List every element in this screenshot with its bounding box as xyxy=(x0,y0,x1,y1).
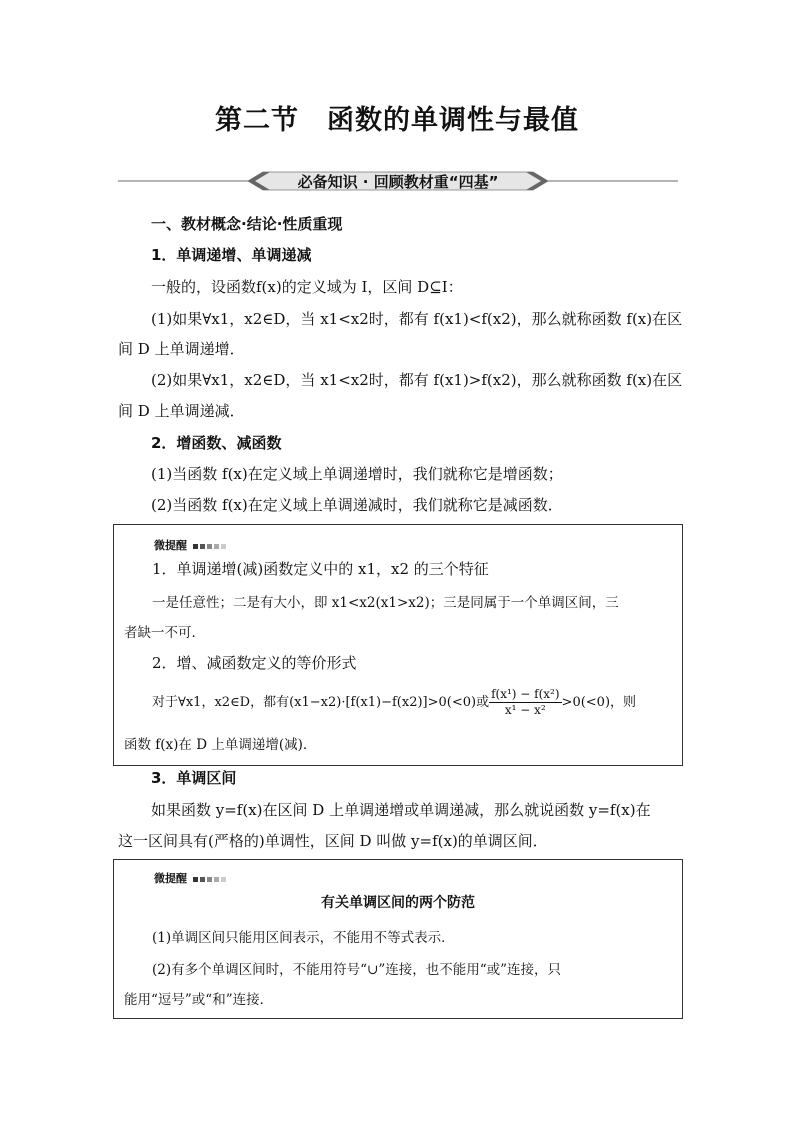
tip-box-2-title: 有关单调区间的两个防范 xyxy=(321,895,475,911)
formula-prefix: 对于∀x1，x2∈D，都有(x1−x2)·[f(x1)−f(x2)]>0(<0)或 xyxy=(152,695,490,710)
banner-text: 必备知识 · 回顾教材重“四基” xyxy=(297,173,499,191)
tip-box-2-point-2: (2)有多个单调区间时，不能用符号“∪”连接，也不能用“或”连接，只 xyxy=(152,962,562,978)
tip-box-1 xyxy=(113,524,683,766)
tip1-heading: 1．单调递增(减)函数定义中的 x1，x2 的三个特征 xyxy=(152,560,489,578)
tip-box-2-point-2-cont: 能用“逗号”或“和”连接． xyxy=(124,992,274,1008)
paragraph-domain: 一般的，设函数f(x)的定义域为 I，区间 D⊆I： xyxy=(151,278,463,296)
tip-label-2 xyxy=(154,870,226,886)
section-heading: 一、教材概念·结论·性质重现 xyxy=(151,215,343,233)
fraction-numerator: f(x¹) − f(x²) xyxy=(491,687,560,701)
paragraph-decreasing-cont: 间 D 上单调递减． xyxy=(118,402,245,420)
tip-box-2-point-1: (1)单调区间只能用区间表示，不能用不等式表示． xyxy=(152,930,455,946)
tip2-text-cont: 函数 f(x)在 D 上单调递增(减)． xyxy=(124,737,317,753)
subheading-monotonic-interval: 3．单调区间 xyxy=(151,769,237,787)
paragraph-increasing-cont: 间 D 上单调递增． xyxy=(118,340,245,358)
page-title: 第二节 函数的单调性与最值 xyxy=(215,105,579,136)
subheading-inc-dec-functions: 2．增函数、减函数 xyxy=(151,434,282,452)
tip-box-2 xyxy=(113,859,683,1019)
tip2-formula-line xyxy=(152,683,636,723)
paragraph-decreasing-function: (2)当函数 f(x)在定义域上单调递减时，我们就称它是减函数． xyxy=(151,496,563,514)
tip1-text-cont: 者缺一不可． xyxy=(124,625,205,641)
formula-suffix: >0(<0)，则 xyxy=(561,695,637,710)
tip1-text: 一是任意性；二是有大小，即 x1<x2(x1>x2)；三是同属于一个单调区间，三 xyxy=(152,595,619,611)
paragraph-interval: 如果函数 y=f(x)在区间 D 上单调递增或单调递减，那么就说函数 y=f(x)在 xyxy=(151,801,651,819)
tip-label-2-text: 微提醒 xyxy=(154,872,187,885)
subheading-monotonic: 1．单调递增、单调递减 xyxy=(151,246,312,264)
difference-quotient xyxy=(489,687,561,718)
paragraph-increasing-function: (1)当函数 f(x)在定义域上单调递增时，我们就称它是增函数； xyxy=(151,465,563,483)
tip-label xyxy=(154,537,226,553)
tip2-heading: 2．增、减函数定义的等价形式 xyxy=(152,654,357,672)
paragraph-increasing: (1)如果∀x1，x2∈D，当 x1<x2时，都有 f(x1)<f(x2)，那么就称函数 f(x)在区 xyxy=(151,310,683,328)
paragraph-decreasing: (2)如果∀x1，x2∈D，当 x1<x2时，都有 f(x1)>f(x2)，那么就称函数 f(x)在区 xyxy=(151,371,683,389)
paragraph-interval-cont: 这一区间具有(严格的)单调性，区间 D 叫做 y=f(x)的单调区间． xyxy=(118,832,548,850)
section-banner xyxy=(118,168,678,194)
tip-label-text: 微提醒 xyxy=(154,539,187,552)
fraction-denominator: x¹ − x² xyxy=(504,703,546,717)
